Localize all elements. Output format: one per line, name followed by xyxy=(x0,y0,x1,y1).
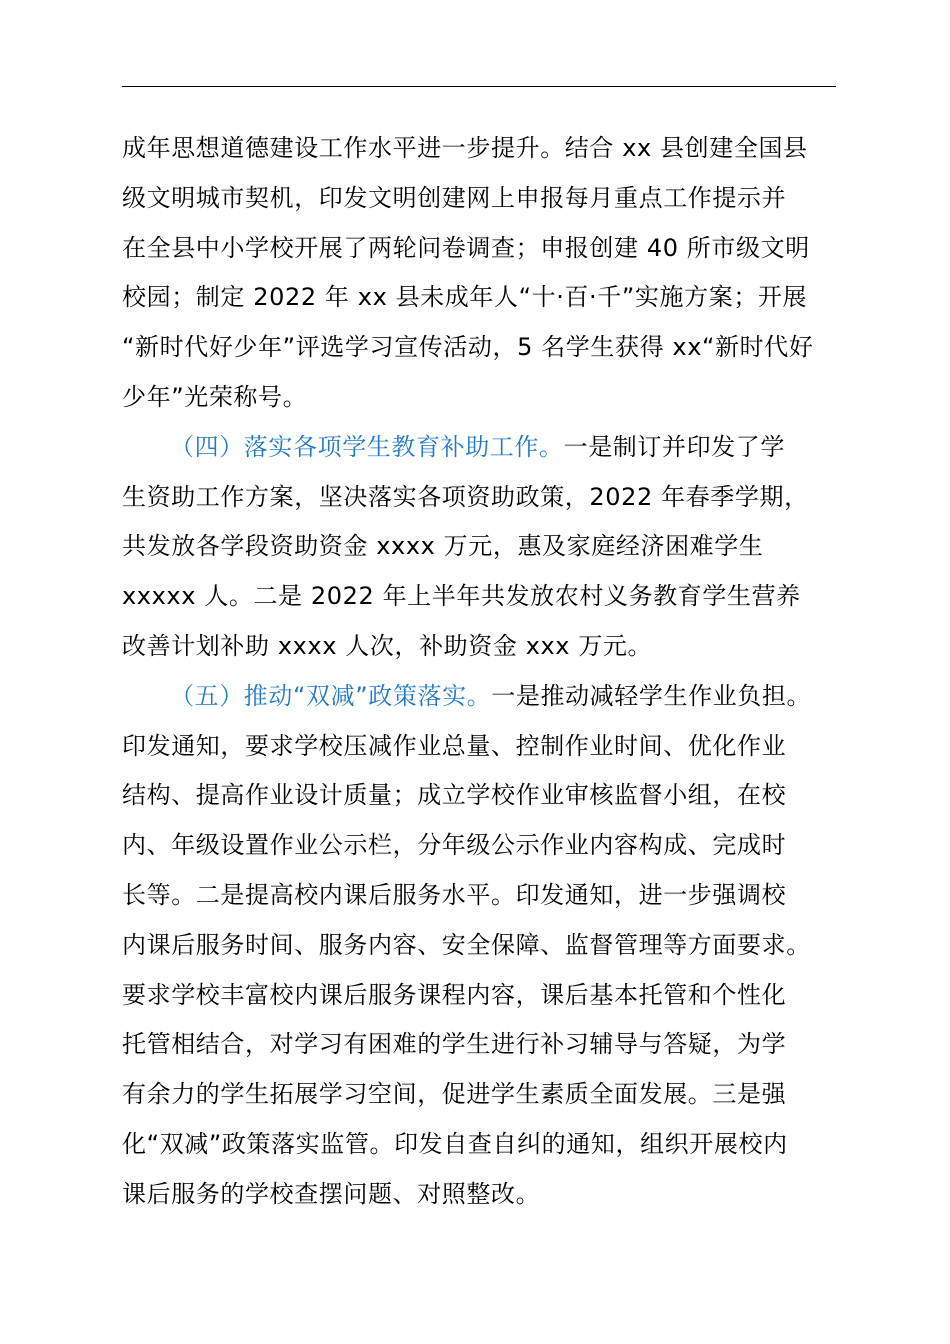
text-line: 课后服务的学校查摆问题、对照整改。 xyxy=(122,1179,541,1208)
text-line: 少年”光荣称号。 xyxy=(122,382,308,411)
paragraph-1 xyxy=(122,124,838,423)
text-line: 改善计划补助 xxxx 人次，补助资金 xxx 万元。 xyxy=(122,631,653,660)
text-line: 内、年级设置作业公示栏，分年级公示作业内容构成、完成时 xyxy=(122,831,787,860)
text-line: 有余力的学生拓展学习空间，促进学生素质全面发展。三是强 xyxy=(122,1080,787,1109)
text-line: 印发通知，要求学校压减作业总量、控制作业时间、优化作业 xyxy=(122,731,787,760)
text-line: 生资助工作方案，坚决落实各项资助政策，2022 年春季学期， xyxy=(122,482,809,511)
section-heading-4: （四）落实各项学生教育补助工作。 xyxy=(170,432,564,461)
text-line: “新时代好少年”评选学习宣传活动，5 名学生获得 xx“新时代好 xyxy=(122,333,814,362)
text-run: 一是推动减轻学生作业负担。 xyxy=(491,681,812,710)
document-body xyxy=(122,124,838,1220)
text-line: 在全县中小学校开展了两轮问卷调查；申报创建 40 所市级文明 xyxy=(122,233,810,262)
text-line: 长等。二是提高校内课后服务水平。印发通知，进一步强调校 xyxy=(122,880,787,909)
text-line: 内课后服务时间、服务内容、安全保障、监督管理等方面要求。 xyxy=(122,930,811,959)
text-line-first xyxy=(122,423,838,473)
text-line: 托管相结合，对学习有困难的学生进行补习辅导与答疑，为学 xyxy=(122,1030,787,1059)
text-line: 要求学校丰富校内课后服务课程内容，课后基本托管和个性化 xyxy=(122,980,787,1009)
text-run: 一是制订并印发了学 xyxy=(563,432,786,461)
header-rule xyxy=(122,86,836,87)
paragraph-3 xyxy=(122,672,838,1220)
text-line: 校园；制定 2022 年 xx 县未成年人“十·百·千”实施方案；开展 xyxy=(122,283,808,312)
text-line: xxxxx 人。二是 2022 年上半年共发放农村义务教育学生营养 xyxy=(122,582,801,611)
text-line-first xyxy=(122,672,838,722)
text-line: 化“双减”政策落实监管。印发自查自纠的通知，组织开展校内 xyxy=(122,1129,788,1158)
text-line: 共发放各学段资助资金 xxxx 万元，惠及家庭经济困难学生 xyxy=(122,532,764,561)
paragraph-2 xyxy=(122,423,838,672)
text-line: 结构、提高作业设计质量；成立学校作业审核监督小组，在校 xyxy=(122,781,787,810)
section-heading-5: （五）推动“双减”政策落实。 xyxy=(170,681,492,710)
text-line: 级文明城市契机，印发文明创建网上申报每月重点工作提示并 xyxy=(122,183,787,212)
text-line: 成年思想道德建设工作水平进一步提升。结合 xx 县创建全国县 xyxy=(122,134,808,162)
